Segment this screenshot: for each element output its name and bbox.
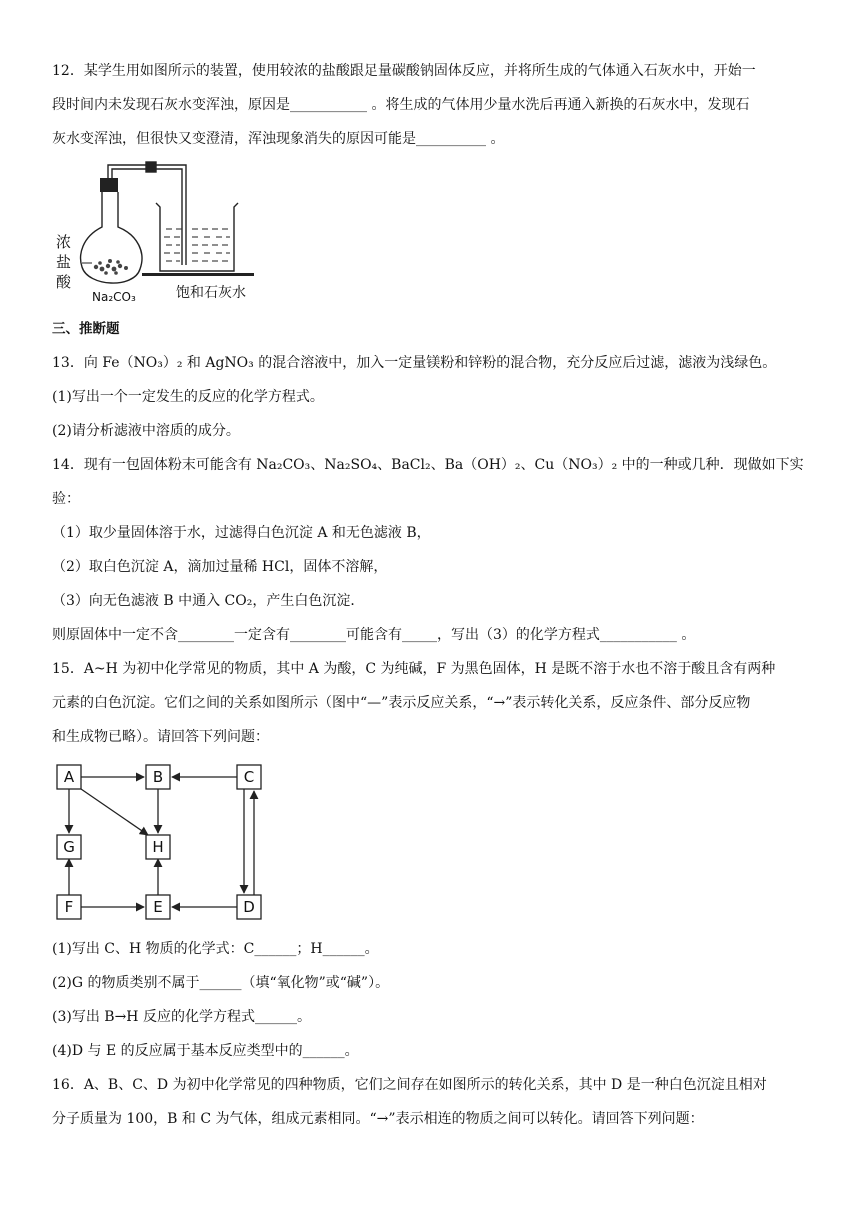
solid-label: Na₂CO₃: [92, 290, 136, 304]
q15-line-1: 15．A~H 为初中化学常见的物质，其中 A 为酸，C 为纯碱，F 为黑色固体，H 是既不溶于水也不溶于酸且含有两种: [52, 661, 776, 677]
beaker-label: 饱和石灰水: [176, 285, 246, 301]
q14-line-3: （1）取少量固体溶于水，过滤得白色沉淀 A 和无色滤液 B，: [52, 525, 431, 541]
sodium-carbonate-solid: [94, 259, 128, 275]
q15-line-3: 和生成物已略）。请回答下列问题：: [52, 729, 269, 745]
rubber-stopper: [100, 178, 118, 192]
q14-line-5: （3）向无色滤液 B 中通入 CO₂，产生白色沉淀．: [52, 593, 365, 609]
q14-line-6: 则原固体中一定不含________一定含有________可能含有_____，写出（3）的化学方程式___________ 。: [52, 627, 696, 643]
node-c-label: C: [243, 768, 255, 786]
q12-line-3: 灰水变浑浊，但很快又变澄清，浑浊现象消失的原因可能是__________ 。: [52, 131, 505, 147]
limewater-liquid: [164, 229, 230, 261]
q12-line-1: 12．某学生用如图所示的装置，使用较浓的盐酸跟足量碳酸钠固体反应，并将所生成的气体通入石灰水中，开始一: [52, 63, 756, 79]
q15-sub-3: (3)写出 B→H 反应的化学方程式______。: [52, 1009, 311, 1025]
q14-line-4: （2）取白色沉淀 A，滴加过量稀 HCl，固体不溶解，: [52, 559, 388, 575]
delivery-tube: [108, 162, 186, 265]
q15-sub-1: (1)写出 C、H 物质的化学式：C______；H______。: [52, 941, 379, 957]
q13-line-3: (2)请分析滤液中溶质的成分。: [52, 423, 240, 439]
acid-label-3: 酸: [56, 273, 72, 291]
node-g-label: G: [63, 838, 75, 856]
q12-line-2: 段时间内未发现石灰水变浑浊，原因是___________ 。将生成的气体用少量水洗后再通入新换的石灰水中，发现石: [52, 97, 750, 113]
q15-sub-4: (4)D 与 E 的反应属于基本反应类型中的______。: [52, 1043, 359, 1059]
node-h-label: H: [152, 838, 164, 856]
q14-line-1: 14．现有一包固体粉末可能含有 Na₂CO₃、Na₂SO₄、BaCl₂、Ba（OH）₂、Cu（NO₃）₂ 中的一种或几种．现做如下实: [52, 457, 804, 473]
q15-relation-diagram: [52, 760, 272, 925]
q14-line-2: 验：: [52, 491, 80, 507]
q13-line-2: (1)写出一个一定发生的反应的化学方程式。: [52, 389, 324, 405]
q15-sub-2: (2)G 的物质类别不属于______（填“氧化物”或“碱”）。: [52, 975, 390, 991]
node-e-label: E: [153, 898, 163, 916]
node-b-label: B: [152, 768, 164, 786]
arrow-a-to-h: [81, 789, 148, 835]
q16-line-2: 分子质量为 100，B 和 C 为气体，组成元素相同。“→”表示相连的物质之间可以转化。请回答下列问题：: [52, 1111, 704, 1127]
acid-label-2: 盐: [56, 253, 72, 271]
q15-line-2: 元素的白色沉淀。它们之间的关系如图所示（图中“—”表示反应关系，“→”表示转化关系，反应条件、部分反应物: [52, 695, 751, 711]
section-title: 三、推断题: [52, 321, 120, 337]
q13-line-1: 13．向 Fe（NO₃）₂ 和 AgNO₃ 的混合溶液中，加入一定量镁粉和锌粉的混合物，充分反应后过滤，滤液为浅绿色。: [52, 355, 777, 371]
node-f-label: F: [64, 898, 74, 916]
node-d-label: D: [243, 898, 255, 916]
q12-apparatus-figure: [52, 155, 262, 305]
acid-label-1: 浓: [56, 233, 72, 251]
q16-line-1: 16．A、B、C、D 为初中化学常见的四种物质，它们之间存在如图所示的转化关系，其中 D 是一种白色沉淀且相对: [52, 1077, 767, 1093]
node-a-label: A: [63, 768, 75, 786]
bench-surface: [142, 273, 254, 276]
round-bottom-flask: [81, 192, 142, 283]
